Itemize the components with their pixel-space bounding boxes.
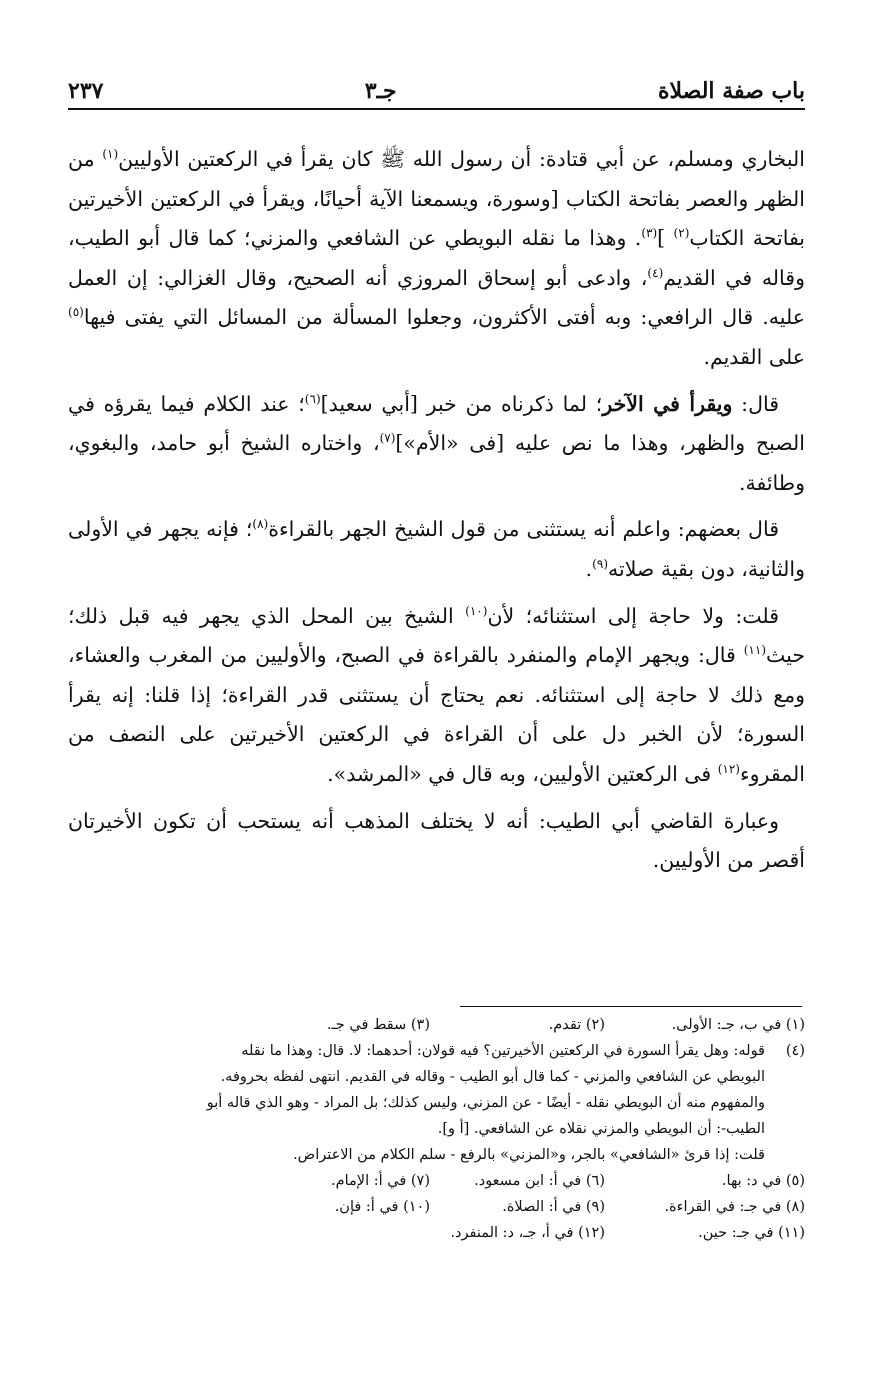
footnote-text: في أ: الصلاة. [502, 1199, 582, 1215]
footnote-number: (٤) [785, 1043, 805, 1059]
page-number: ٢٣٧ [68, 78, 104, 104]
footnote-text: في أ: ابن مسعود. [474, 1173, 582, 1189]
footnote-line: البويطي عن الشافعي والمزني - كما قال أبو الطيب - وقاله في القديم. انتهى لفظه بحروفه. [220, 1069, 765, 1085]
footnote-ref: (٢) [673, 226, 690, 241]
paragraph [68, 802, 805, 881]
footnote-ref: (٧) [379, 431, 396, 446]
footnotes [68, 1012, 805, 1312]
footnote-ref: (٨) [252, 517, 269, 532]
footnote-line: الطيب-: أن البويطي والمزني نقلاه عن الشافعي. [أ و]. [437, 1121, 765, 1137]
paragraph [68, 140, 805, 378]
footnote-number: (٢) [585, 1017, 605, 1033]
footnote-ref: (١٠) [465, 603, 488, 618]
footnote-number: (١١) [778, 1225, 805, 1241]
footnote-text: في ب، جـ: الأولى. [671, 1017, 782, 1033]
footnote-text: في أ: الإمام. [331, 1173, 407, 1189]
footnote-text: في جـ: حين. [698, 1225, 774, 1241]
footnote-number: (٣) [410, 1017, 430, 1033]
text-run: قال: [732, 391, 780, 416]
footnote-ref: (٤) [647, 265, 664, 280]
footnote-ref: (١) [102, 147, 119, 162]
footnote-number: (٧) [410, 1173, 430, 1189]
footnote [605, 1194, 805, 1220]
footnote-number: (١٠) [403, 1199, 430, 1215]
text-run: قلت: ولا حاجة إلى استثنائه؛ لأن [487, 603, 779, 628]
text-run: البخاري ومسلم، عن أبي قتادة: أن رسول الله ﷺ كان يقرأ في الركعتين الأوليين [118, 147, 805, 171]
footnote [430, 1220, 605, 1246]
footnote [430, 1194, 605, 1220]
text-run: . وهذا ما نقله البويطي عن الشافعي والمزني؛ كما قال أبو الطيب، وقاله في القديم [68, 226, 805, 290]
text-run: ] [657, 226, 674, 251]
text-run: من الظهر والعصر بفاتحة الكتاب [وسورة، ويسمعنا الآية أحيانًا، ويقرأ في الركعتين الأخيرتين بفاتحة الكتاب [68, 147, 805, 251]
text-run: ، واختاره الشيخ أبو حامد، والبغوي، وطائفة. [68, 431, 805, 495]
footnote-ref: (٦) [304, 391, 321, 406]
footnote-text: في أ، جـ، د: المنفرد. [450, 1225, 574, 1241]
text-run: فى الركعتين الأوليين، وبه قال في «المرشد». [327, 761, 718, 786]
footnote-row [68, 1168, 805, 1194]
footnote-text: تقدم. [548, 1017, 582, 1033]
paragraph [68, 597, 805, 795]
footnote [430, 1012, 605, 1038]
footnote-number: (٦) [585, 1173, 605, 1189]
footnote-text [68, 1038, 765, 1168]
footnote [327, 1012, 430, 1038]
footnote [605, 1220, 805, 1246]
footnote [605, 1168, 805, 1194]
running-header [68, 66, 805, 110]
footnote-line: قلت: إذا قرئ «الشافعي» بالجر، و«المزني» بالرفع - سلم الكلام من الاعتراض. [293, 1147, 765, 1163]
bold-text: ويقرأ في الآخر [602, 391, 733, 416]
footnote-number: (٨) [785, 1199, 805, 1215]
footnote-text: في جـ: في القراءة. [664, 1199, 782, 1215]
text-run: قال بعضهم: واعلم أنه يستثنى من قول الشيخ الجهر بالقراءة [268, 517, 780, 542]
footnote-row [68, 1194, 805, 1220]
main-text [68, 140, 805, 1000]
footnote-row [68, 1012, 805, 1038]
text-run: ؛ لما ذكرناه من خبر [أبي سعيد] [320, 391, 603, 416]
text-run: على القديم. [703, 344, 805, 369]
footnote-number: (١٢) [578, 1225, 605, 1241]
footnote-text: في د: بها. [721, 1173, 782, 1189]
footnote-text: سقط في جـ. [326, 1017, 407, 1033]
text-run: ، وادعى أبو إسحاق المروزي أنه الصحيح، وقال الغزالي: إن العمل عليه. قال الرافعي: وبه أفتى الأكثرون، وجعلوا المسألة من المسائل التي يفتى فيها [68, 265, 805, 330]
text-run: ؛ عند الكلام فيما يقرؤه في الصبح والظهر، وهذا ما نص عليه [فى «الأم»] [68, 391, 805, 456]
footnote [605, 1012, 805, 1038]
footnote-ref: (٩) [592, 557, 608, 572]
text-run: وعبارة القاضي أبي الطيب: أنه لا يختلف المذهب أنه يستحب أن تكون الأخيرتان أقصر من الأوليين. [68, 808, 805, 873]
footnote [68, 1038, 805, 1168]
footnote-number: (٩) [585, 1199, 605, 1215]
footnote-ref: (١٢) [717, 762, 740, 777]
footnote [430, 1168, 605, 1194]
text-run: . [585, 556, 593, 581]
footnote [335, 1194, 430, 1220]
text-run: ؛ فإنه يجهر في الأولى والثانية، دون بقية صلاته [68, 517, 805, 581]
volume-label: جـ٣ [364, 78, 397, 104]
footnote-line: والمفهوم منه أن البويطي نقله - أيضًا - عن المزني، وليس كذلك؛ بل المراد - وهو الذي قاله أبو [206, 1095, 765, 1111]
paragraph [68, 510, 805, 589]
paragraph [68, 385, 805, 504]
text-run: الشيخ بين المحل الذي يجهر فيه قبل ذلك؛ حيث [68, 603, 805, 668]
footnote-line: قوله: وهل يقرأ السورة في الركعتين الأخيرتين؟ فيه قولان: أحدهما: لا. قال: وهذا ما نقله [241, 1043, 765, 1059]
footnote [331, 1168, 430, 1194]
footnote-ref: (١١) [743, 643, 766, 658]
footnote-separator [460, 1006, 802, 1007]
footnote-row [68, 1220, 805, 1246]
footnote-text: في أ: فإن. [334, 1199, 399, 1215]
footnote-ref: (٣) [641, 226, 658, 241]
footnote-number: (١) [785, 1017, 805, 1033]
footnote-ref: (٥) [68, 305, 84, 320]
footnote-number: (٥) [785, 1173, 805, 1189]
chapter-title: باب صفة الصلاة [657, 78, 805, 104]
text-run: قال: ويجهر الإمام والمنفرد بالقراءة في الصبح، والأوليين من المغرب والعشاء، ومع ذلك لا حاجة إلى استثنائه. نعم يحتاج أن يستثنى قدر القراءة؛ إذا قلنا: إنه يقرأ السورة؛ لأن الخبر دل على أن القراءة في الركعتين الأخيرتين على النصف من المقروء [68, 643, 805, 786]
